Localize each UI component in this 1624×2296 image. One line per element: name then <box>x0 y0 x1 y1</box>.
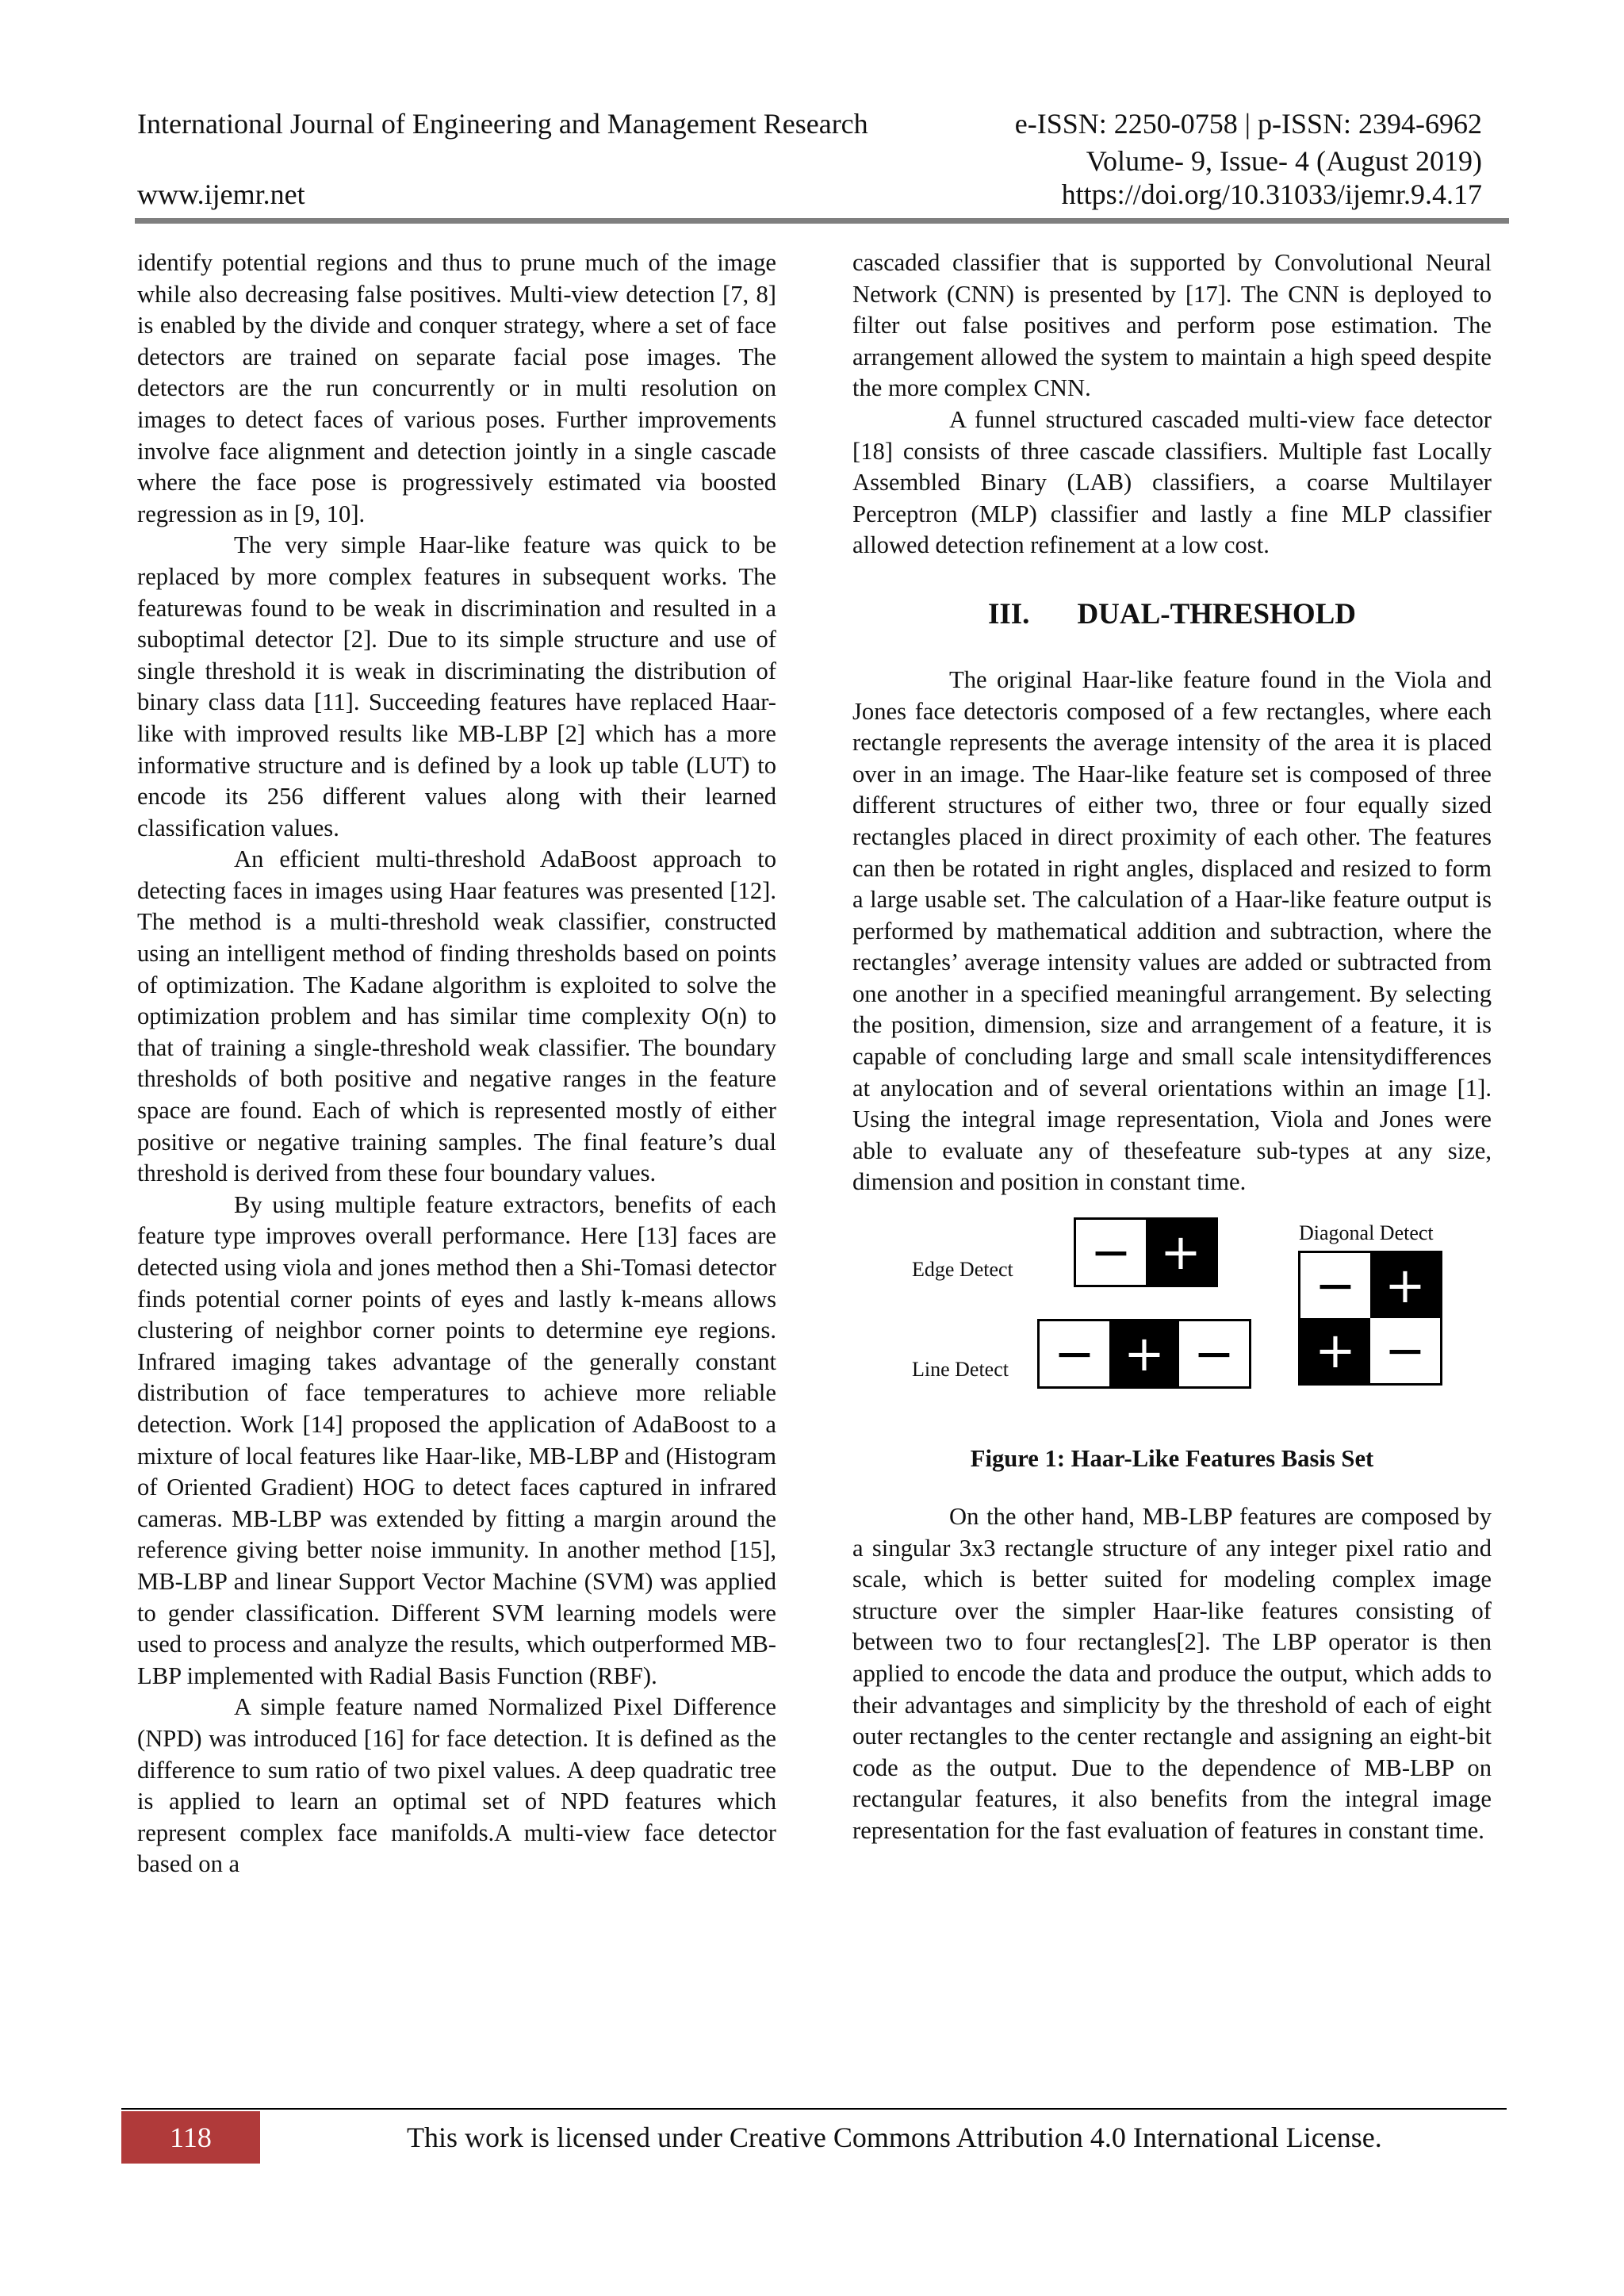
paragraph: An efficient multi-threshold AdaBoost approach to detecting faces in images using Haar features was presented [12]. The method is a multi-threshold weak classifier, constructed using an intelligent method of finding thresholds based on points of optimization. The Kadane algorithm is exploited to solve the optimization problem and has similar time complexity O(n) to that of training a single-threshold weak classifier. The boundary thresholds of both positive and negative ranges in the feature space are found. Each of which is represented mostly of either positive or negative training samples. The final feature’s dual threshold is derived from these four boundary values. <box>137 845 776 1187</box>
edge-detect-label: Edge Detect <box>912 1258 1013 1282</box>
plus-icon: + <box>1300 1318 1370 1383</box>
diagonal-detect-label: Diagonal Detect <box>1299 1221 1434 1245</box>
haar-features-figure <box>852 1217 1492 1439</box>
paragraph: A simple feature named Normalized Pixel Difference (NPD) was introduced [16] for face detection. It is defined as the difference to sum ratio of two pixel values. A deep quadratic tree is applied to learn an optimal set of NPD features which represent complex face manifolds.A multi-view face detector based on a <box>137 1693 776 1878</box>
diagonal-detect-feature <box>1298 1251 1442 1386</box>
page-number: 118 <box>121 2111 260 2164</box>
footer-rule <box>121 2108 1507 2110</box>
minus-icon: − <box>1300 1253 1370 1318</box>
paragraph: cascaded classifier that is supported by Convolutional Neural Network (CNN) is presented by [17]. The CNN is deployed to filter out false positives and perform pose estimation. The arrangement allowed the system to maintain a high speed despite the more complex CNN. <box>852 249 1492 402</box>
paragraph: identify potential regions and thus to prune much of the image while also decreasing false positives. Multi-view detection [7, 8] is enabled by the divide and conquer strategy, where a set of face detectors are trained on separate facial pose images. The detectors are the run concurrently or in multi resolution on images to detect faces of various poses. Further improvements involve face alignment and detection jointly in a single cascade where the face pose is progressively estimated via boosted regression as in [9, 10]. <box>137 249 776 527</box>
plus-icon: + <box>1146 1220 1216 1285</box>
section-heading <box>852 596 1492 633</box>
plus-icon: + <box>1370 1253 1440 1318</box>
figure-caption: Figure 1: Haar-Like Features Basis Set <box>970 1445 1374 1473</box>
plus-icon: + <box>1109 1321 1179 1386</box>
line-detect-label: Line Detect <box>912 1358 1009 1382</box>
journal-title: International Journal of Engineering and Management Research <box>137 108 868 140</box>
minus-icon: − <box>1370 1318 1440 1383</box>
doi-link[interactable]: https://doi.org/10.31033/ijemr.9.4.17 <box>1061 178 1482 210</box>
journal-website[interactable]: www.ijemr.net <box>137 178 305 210</box>
minus-icon: − <box>1040 1321 1109 1386</box>
paragraph: The original Haar-like feature found in the Viola and Jones face detectoris composed of a few rectangles, where each rectangle represents the average intensity of the area it is placed over in an image. The Haar-like feature set is composed of three different structures of either two, three or four equally sized rectangles placed in direct proximity of each other. The features can then be rotated in right angles, displaced and resized to form a large usable set. The calculation of a Haar-like feature output is performed by mathematical addition and subtraction, where the rectangles’ average intensity values are added or subtracted from one another in a specified meaningful arrangement. By selecting the position, dimension, size and arrangement of a feature, it is capable of concluding large and small scale intensitydifferences at anylocation and of several orientations within an image [1]. Using the integral image representation, Viola and Jones were able to evaluate any of thesefeature sub-types at any size, dimension and position in constant time. <box>852 665 1492 1196</box>
paragraph: The very simple Haar-like feature was quick to be replaced by more complex features in subsequent works. The featurewas found to be weak in discrimination and resulted in a suboptimal detector [2]. Due to its simple structure and use of single threshold it is weak in discriminating the distribution of binary class data [11]. Succeeding features have replaced Haar-like with improved results like MB-LBP [2] which has a more informative structure and is defined by a look up table (LUT) to encode its 256 different values along with their learned classification values. <box>137 531 776 841</box>
minus-icon: − <box>1179 1321 1249 1386</box>
header-rule <box>135 218 1509 224</box>
right-column <box>852 247 1492 1847</box>
minus-icon: − <box>1076 1220 1146 1285</box>
section-number: III. <box>987 597 1030 631</box>
issn: e-ISSN: 2250-0758 | p-ISSN: 2394-6962 <box>1014 108 1482 140</box>
volume-issue: Volume- 9, Issue- 4 (August 2019) <box>1086 145 1482 177</box>
paragraph: By using multiple feature extractors, benefits of each feature type improves overall performance. Here [13] faces are detected using viola and jones method then a Shi-Tomasi detector finds potential corner points of eyes and lastly k-means allows clustering of neighbor corner points to determine eye regions. Infrared imaging takes advantage of the generally constant distribution of face temperatures to achieve more reliable detection. Work [14] proposed the application of AdaBoost to a mixture of local features like Haar-like, MB-LBP and (Histogram of Oriented Gradient) HOG to detect faces captured in infrared cameras. MB-LBP was extended by fitting a margin around the reference giving better noise immunity. In another method [15], MB-LBP and linear Support Vector Machine (SVM) was applied to gender classification. Different SVM learning models were used to process and analyze the results, which outperformed MB-LBP implemented with Radial Basis Function (RBF). <box>137 1190 776 1689</box>
left-column <box>137 247 776 1880</box>
paragraph: A funnel structured cascaded multi-view face detector [18] consists of three cascade classifiers. Multiple fast Locally Assembled Binary (LAB) classifiers, a coarse Multilayer Perceptron (MLP) classifier and lastly a fine MLP classifier allowed detection refinement at a low cost. <box>852 405 1492 559</box>
paragraph: On the other hand, MB-LBP features are composed by a singular 3x3 rectangle structure of any integer pixel ratio and scale, which is better suited for modeling complex image structure over the simpler Haar-like features consisting of between two to four rectangles[2]. The LBP operator is then applied to encode the data and produce the output, which adds to their advantages and simplicity by the threshold of each of eight outer rectangles to the center rectangle and assigning an eight-bit code as the output. Due to the dependence of MB-LBP on rectangular features, it also benefits from the integral image representation for the fast evaluation of features in constant time. <box>852 1503 1492 1844</box>
license-notice[interactable]: This work is licensed under Creative Commons Attribution 4.0 International License. <box>407 2122 1382 2153</box>
edge-detect-feature <box>1074 1217 1218 1287</box>
line-detect-feature <box>1037 1319 1251 1389</box>
section-title: DUAL-THRESHOLD <box>1077 597 1356 631</box>
